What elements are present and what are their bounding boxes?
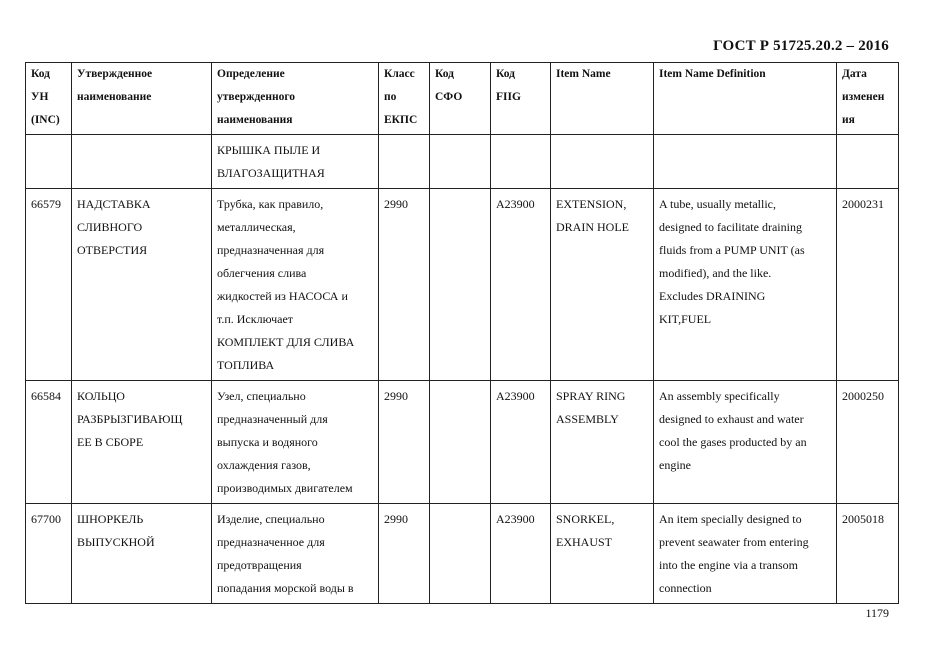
- header-name-definition: Определение утвержденного наименования: [212, 63, 379, 135]
- header-sfo-code: Код СФО: [430, 63, 491, 135]
- cell-inc-code: [26, 135, 72, 189]
- table-row: [26, 381, 899, 504]
- cell-ekps-class: 2990: [379, 381, 430, 504]
- cell-inc-code: 66579: [26, 189, 72, 381]
- cell-fiig-code: A23900: [491, 189, 551, 381]
- cell-item-name: SNORKEL, EXHAUST: [551, 504, 654, 604]
- cell-fiig-code: A23900: [491, 504, 551, 604]
- cell-item-name-definition: A tube, usually metallic, designed to facilitate draining fluids from a PUMP UNIT (as modified), and the like. Excludes DRAINING KIT,FUEL: [654, 189, 837, 381]
- cell-name-definition: Изделие, специально предназначенное для предотвращения попадания морской воды в: [212, 504, 379, 604]
- header-ekps-class: Класс по ЕКПС: [379, 63, 430, 135]
- cell-fiig-code: A23900: [491, 381, 551, 504]
- cell-approved-name: КОЛЬЦО РАЗБРЫЗГИВАЮЩ ЕЕ В СБОРЕ: [72, 381, 212, 504]
- cell-change-date: 2005018: [837, 504, 899, 604]
- header-fiig-code: Код FIIG: [491, 63, 551, 135]
- table-row: [26, 504, 899, 604]
- cell-fiig-code: [491, 135, 551, 189]
- header-item-name: Item Name: [551, 63, 654, 135]
- cell-name-definition: КРЫШКА ПЫЛЕ И ВЛАГОЗАЩИТНАЯ: [212, 135, 379, 189]
- cell-ekps-class: 2990: [379, 189, 430, 381]
- table-row: [26, 189, 899, 381]
- cell-item-name: EXTENSION, DRAIN HOLE: [551, 189, 654, 381]
- cell-change-date: 2000250: [837, 381, 899, 504]
- cell-item-name-definition: An assembly specifically designed to exhaust and water cool the gases producted by an engine: [654, 381, 837, 504]
- cell-item-name-definition: [654, 135, 837, 189]
- cell-inc-code: 67700: [26, 504, 72, 604]
- cell-item-name: [551, 135, 654, 189]
- cell-name-definition: Трубка, как правило, металлическая, предназначенная для облегчения слива жидкостей из НАСОСА и т.п. Исключает КОМПЛЕКТ ДЛЯ СЛИВА ТОПЛИВА: [212, 189, 379, 381]
- header-change-date: Дата изменен ия: [837, 63, 899, 135]
- cell-inc-code: 66584: [26, 381, 72, 504]
- cell-item-name-definition: An item specially designed to prevent seawater from entering into the engine via a transom connection: [654, 504, 837, 604]
- header-approved-name: Утвержденное наименование: [72, 63, 212, 135]
- cell-sfo-code: [430, 504, 491, 604]
- cell-ekps-class: [379, 135, 430, 189]
- header-item-name-definition: Item Name Definition: [654, 63, 837, 135]
- cell-approved-name: НАДСТАВКА СЛИВНОГО ОТВЕРСТИЯ: [72, 189, 212, 381]
- cell-sfo-code: [430, 381, 491, 504]
- cell-change-date: [837, 135, 899, 189]
- cell-sfo-code: [430, 135, 491, 189]
- cell-change-date: 2000231: [837, 189, 899, 381]
- cell-approved-name: [72, 135, 212, 189]
- cell-item-name: SPRAY RING ASSEMBLY: [551, 381, 654, 504]
- document-title: ГОСТ Р 51725.20.2 – 2016: [713, 38, 889, 54]
- header-inc-code: Код УН (INC): [26, 63, 72, 135]
- classification-table: [25, 62, 899, 604]
- cell-approved-name: ШНОРКЕЛЬ ВЫПУСКНОЙ: [72, 504, 212, 604]
- cell-name-definition: Узел, специально предназначенный для выпуска и водяного охлаждения газов, производимых двигателем: [212, 381, 379, 504]
- cell-sfo-code: [430, 189, 491, 381]
- table-header-row: [26, 63, 899, 135]
- cell-ekps-class: 2990: [379, 504, 430, 604]
- page-number: 1179: [865, 606, 889, 620]
- table-row: [26, 135, 899, 189]
